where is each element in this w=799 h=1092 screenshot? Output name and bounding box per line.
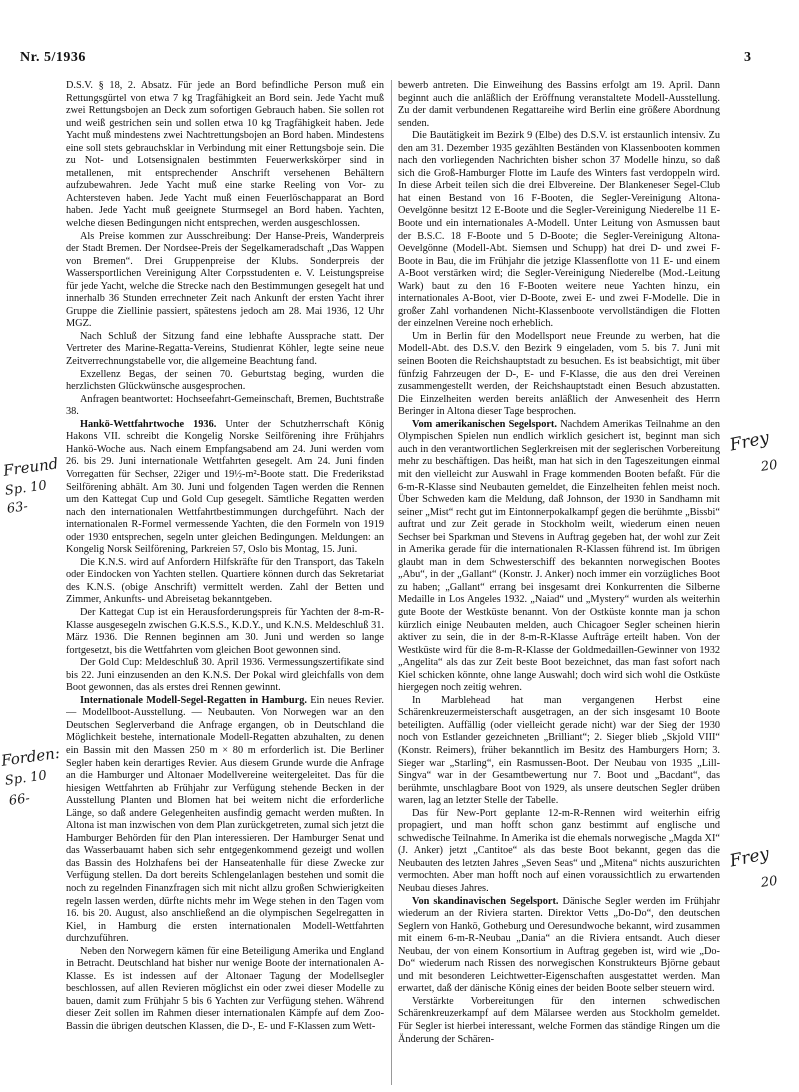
- paragraph-text: Der Gold Cup: Meldeschluß 30. April 1936. Vermessungszertifikate sind bis 22. Juni einzusenden an den K.N.S. Der Pokal wird gleichfalls von dem Boot gewonnen, das als erstes drei Rennen gewinnt.: [66, 657, 384, 694]
- paragraph: [66, 657, 384, 695]
- paragraph-text: Um in Berlin für den Modellsport neue Freunde zu werben, hat die Modell-Abt. des D.S.V. den Bezirk 9 eingeladen, vom 5. bis 7. Juni mit seinen Booten die Reichshauptstadt zu besuchen. Es ist beabsichtigt, mit über fünfzig Fahrzeugen der D-, E- und F-Klasse, die aus den drei Vereinen zusammengestellt werden, der Reichshauptstadt einen Besuch abzustatten. Die Einzelheiten werden bereits anläßlich der Anwesenheit des Herrn Beringer in Altona dieser Tage besprochen.: [398, 330, 720, 418]
- paragraph-text: Das für New-Port geplante 12-m-R-Rennen wird weiterhin eifrig propagiert, und man hofft schon ganz bestimmt auf englische und schwedische Teilnahme. In Amerika ist die ehemals norwegische „Magda XI“ (J. Anker) jetzt „Cantitoe“ als das beste Boot bekannt, gegen das die Neubauten des letzten Jahres „Seven Seas“ und „Mitena“ nichts auszurichten vermochten. Aber man hofft noch auf einen voraussichtlich zu erwartenden Neubau dieses Jahres.: [398, 807, 720, 894]
- paragraph-text: Neben den Norwegern kämen für eine Beteiligung Amerika und England in Betracht. Deutschland hat bisher nur wenige Boote der internationalen A-Klasse. Es ist indessen auf der Altonaer Tagung der Modellsegler beschlossen, auf allen Revieren möglichst ein oder zwei dieser Modelle zu bauen, damit zum Frühjahr 5 bis 6 Yachten zur Verfügung stehen. Während dieser Zeit sollen im Rahmen dieser internationalen Kämpfe auf dem Zoo-Bassin die übrigen deutschen Klassen, die D-, E- und F-Klassen zum Wett-: [66, 945, 384, 1033]
- paragraph: [398, 808, 720, 896]
- handwritten-note-left-top-3: 63-: [6, 499, 29, 517]
- paragraph-text: D.S.V. § 18, 2. Absatz. Für jede an Bord befindliche Person muß ein Rettungsgürtel von etwa 7 kg Tragfähigkeit an Bord sein. Jede Yacht muß zwei Rettungsbojen an Deck zum sofortigen Gebrauch haben. Sie sollen rot und weiß gestrichen sein und sollen etwa 10 kg Tragfähigkeit haben. Jede Yacht muß mindestens zwei Nachtrettungsbojen an Bord haben. Mindestens eine soll stets gebrauchsklar in Verbindung mit einer Rettungsboje sein. Die zu Not- und Lotsensignalen bestimmten Feuerwerkskörper sind in metallenen, mit entsprechender Anschrift versehenen Behältern aufzubewahren. Jede Yacht muß eine starke Reeling von Vor- zu Achtersteven haben. Jede Yacht muß einen Feuerlöschapparat an Bord haben. Jede Yacht muß geeignete Sturmsegel an Bord haben. Yachten, welche diesen Bedingungen nicht entsprechen, werden ausgeschlossen.: [66, 80, 384, 230]
- handwritten-note-left-top-2: Sp. 10: [4, 478, 48, 499]
- paragraph: [66, 419, 384, 557]
- paragraph: [398, 130, 720, 331]
- paragraph: [398, 80, 720, 130]
- paragraph: [66, 369, 384, 394]
- paragraph: [66, 80, 384, 231]
- page-header: [0, 50, 799, 70]
- handwritten-note-right-2-number: 20: [760, 873, 779, 891]
- paragraph-text: Die K.N.S. wird auf Anfordern Hilfskräfte für den Transport, das Takeln oder Eindocken von Yachten stellen. Quartiere können durch das Sekretariat des K.N.S. (obige Anschrift) vermittelt werden. Zahl der Betten und Zimmer, Ankunfts- und Abreisetag bekanntgeben.: [66, 556, 384, 606]
- paragraph-text: Exzellenz Begas, der seinen 70. Geburtstag beging, wurden die herzlichsten Glückwünsche ausgesprochen.: [66, 368, 384, 393]
- paragraph: [398, 996, 720, 1046]
- paragraph: [398, 331, 720, 419]
- page-number: 3: [744, 50, 751, 65]
- section-heading: Hankö-Wettfahrtwoche 1936.: [80, 418, 217, 430]
- paragraph: [66, 607, 384, 657]
- handwritten-note-right-2-name: Frey: [728, 843, 771, 872]
- handwritten-note-right-1-number: 20: [760, 457, 779, 475]
- handwritten-note-left-bottom-3: 66-: [8, 791, 31, 809]
- section-heading: Von skandinavischen Segelsport.: [412, 895, 559, 907]
- paragraph-text: Dänische Segler werden im Frühjahr wiederum an der Riviera starten. Direktor Vetts „Do-Do“, den deutschen Seglern von Hankö, Gotheburg und Oeresundwoche bekannt, wird zusammen mit einem 6-m-R-Neubau „Dania“ an die Riviera entsandt. Auch dieser Neubau, der von einem Konsortium in Auftrag gegeben ist, wird wie „Do-Do“ wiederum nach Rissen des norwegischen Konstrukteurs Björne gebaut und mit besonderen Leichtwetter-Eigenschaften ausgestattet werden. Man erwartet, daß der dänische König eines der beiden Boote selber steuern wird.: [398, 895, 720, 995]
- paragraph: [66, 695, 384, 946]
- paragraph-text: In Marblehead hat man vergangenen Herbst eine Schärenkreuzermeisterschaft ausgetragen, an der sich insgesamt 10 Boote beteiligten. Auffällig (oder vielleicht gerade nicht) war der Sieg der 1930 noch von Estlander gezeichneten „Brilliant“; 2. Sieger blieb „Skjold VIII“ (Konstr. Reimers), früher bekanntlich im Besitz des Hamburgers Horn; 3. Sieger war „Starling“, ein Rasmussen-Boot. Der Neubau von 1935 „Lill-Singva“ war in der Gesamtbewertung nur 7. Boot und „Bacdant“, das berühmte, unschlagbare Boot von 1929, als unsere deutschen Segler drüben waren, lag an letzter Stelle der Tabelle.: [398, 694, 720, 807]
- handwritten-note-left-bottom-1: Forden:: [0, 743, 61, 770]
- paragraph: [398, 896, 720, 996]
- paragraph-text: Nachdem Amerikas Teilnahme an den Olympischen Spielen nun endlich wirklich gesichert ist, beginnt man sich auch in den verantwortlichen Seglerkreisen mit der seglerischen Vorbereitung mehr zu beschäftigen. Das heißt, man hat sich in den Tageszeitungen einmal mit den vielleicht zur Auswahl in Frage kommenden Booten befaßt. Für die 6-m-R-Klasse sind Neubauten gemeldet, die Einzelheiten fehlen meist noch. Über Schweden kam die Meldung, daß Johnson, der 1930 in Sandhamn mit seiner „Mist“ recht gut im Eintonnerpokalkampf gegen die berühmte „Bissbi“ auftrat und zur Zeit gerade in Stockholm weilt, wiederum einen neuen Sechser bei Sparkman und Stevens in Auftrag gegeben hat, der wohl zur Zeit in Amerika gerade für die internationalen R-Klassen führend ist. Im übrigen glaubt man in dem Schwesterschiff des bekannten norwegischen Bootes „Abu“, in der „Gallant“ (Konstr. J. Anker) noch immer ein vorzügliches Boot zu haben; „Gallant“ errang bei insgesamt drei Konkurrenten die Silberne Medaille in Los Angeles 1932. „Naiad“ und „Mystery“ wurden als weiterhin gute Boote der Westküste benannt. Von der Ostküste konnte man ja schon kürzlich einige Neubauten melden, auch Chicagoer Segler scheinen hierin aktiver zu sein, die in der 8-m-R-Klasse Aufträge erteilt haben. Von der Westküste wird für die 8-m-R-Klasse der Goldmedaillen-Gewinner von 1932 „Angelita“ als das zur Zeit beste Boot bezeichnet, das man fast sofort nach Kiel schicken könnte, ohne lange Auswahl; doch wird sich wohl die Ostküste hiergegen noch zeitig wehren.: [398, 418, 720, 694]
- paragraph: [398, 695, 720, 808]
- left-column: [66, 80, 384, 1090]
- paragraph: [66, 394, 384, 419]
- paragraph-text: Anfragen beantwortet: Hochseefahrt-Gemeinschaft, Bremen, Buchtstraße 38.: [66, 393, 384, 418]
- section-heading: Vom amerikanischen Segelsport.: [412, 418, 557, 430]
- paragraph-text: Die Bautätigkeit im Bezirk 9 (Elbe) des D.S.V. ist erstaunlich intensiv. Zu den am 31. Dezember 1935 gezählten Beständen von Klassenbooten kommen nach den vorliegenden Nachrichten bisher schon 37 Modelle hinzu, so daß sich die Groß-Hamburger Flotte im Laufe des Winters fast verdoppeln wird. In diese Arbeit teilen sich die drei Elbvereine. Der Blankeneser Segel-Club hat einen Bestand von 16 F-Booten, die Segler-Vereinigung Altona-Oevelgönne besitzt 12 E-Boote und die Segler-Vereinigung Niederelbe 11 E-Boote und ein internationales A-Modell. Unter Leitung von Asmussen baut der B.S.C. 18 F-Boote und 5 D-Boote; die Segler-Vereinigung Altona-Oevelgönne (Modell-Abt. Siemsen und Schupp) hat drei D- und zwei F-Boote in Bau, die im Frühjahr die jetzige Klassenflotte von 11 E- und einem A-Boot verstärken wird; die Segler-Vereinigung Niederelbe (Mod.-Leitung Wark) baut zu den 16 F-Booten weitere neue Yachten hinzu, ein internationales A-Boot, vier D-Boote, zwei E- und zwei F-Modelle. Die in großer Zahl vorhandenen Nicht-Klassenboote vervollständigen die Flotten der einzelnen Vereine noch erheblich.: [398, 130, 720, 330]
- right-column: [398, 80, 720, 1090]
- paragraph-text: Unter der Schutzherrschaft König Hakons VII. schreibt die Kongelig Norske Seilförening ihre Frühjahrs Hankö-Woche aus. Nach einem Empfangsabend am 24. Juni werden vom 26. bis 29. Juni internationale Wettfahrten gesegelt. Am 24. Juni finden Vorregatten für Sechser, 22iger und 19½-m²-Boote statt. Die Frederikstad Seilförening abhält. Am 30. Juni und folgenden Tagen werden die Rennen um den Kattegat Cup und Gold Cup gesegelt. Sämtliche Regatten werden nach den internationalen Wettfahrtbestimmungen durchgeführt. Nach der internationalen R-Formel vermessende Yachten, die den Formeln von 1919 oder 1930 entsprechen, segeln unter gleichen Bedingungen. Meldungen: an Kongelig Norsk Seilförening, Parkreien 57, Oslo bis Montag, 15. Juni.: [66, 418, 384, 556]
- paragraph-text: Nach Schluß der Sitzung fand eine lebhafte Aussprache statt. Der Vertreter des Marine-Regatta-Vereins, Studienrat Köhler, legte seine neue Zeitverrechnungstabelle vor, die allgemeine Beachtung fand.: [66, 330, 384, 368]
- issue-number: Nr. 5/1936: [20, 50, 86, 65]
- paragraph-text: Als Preise kommen zur Ausschreibung: Der Hanse-Preis, Wanderpreis der Stadt Bremen. Der Nordsee-Preis der Segelkameradschaft „Das Wappen von Bremen“. Drei Gruppenpreise der Klubs. Sonderpreis der Wassersportlichen Vereinigung Alter Corpsstudenten e. V. Leistungspreise für jede Yacht, welche die Strecke nach den Bestimmungen gesegelt hat und innerhalb 36 Stunden errechneter Zeit nach Ankunft der ersten Yacht ihrer Gruppe die Ziellinie passiert, spätestens jedoch am 28. Mai 1936, 12 Uhr MGZ.: [66, 230, 384, 330]
- column-divider: [391, 80, 392, 1085]
- paragraph-text: bewerb antreten. Die Einweihung des Bassins erfolgt am 19. April. Dann beginnt auch die anläßlich der Eröffnung veranstaltete Modell-Ausstellung. Zu der damit verbundenen Regattareihe wird Berlin eine größere Abordnung senden.: [398, 80, 720, 129]
- paragraph: [66, 331, 384, 369]
- section-heading: Internationale Modell-Segel-Regatten in Hamburg.: [80, 694, 307, 706]
- paragraph: [66, 231, 384, 331]
- paragraph-text: Verstärkte Vorbereitungen für den internen schwedischen Schärenkreuzerkampf auf dem Mälarsee werden aus Stockholm gemeldet. Für Segler ist hierbei interessant, welche Formen das ständige Ringen um die Änderung der Schären-: [398, 995, 720, 1045]
- paragraph: [398, 419, 720, 695]
- paragraph-text: Ein neues Revier. — Modellboot-Ausstellung. — Neubauten. Von Norwegen war an den Deutschen Seglerverband die Anfrage ergangen, ob in Deutschland die Möglichkeit bestehe, internationale Modell-Regatten abzuhalten, zu denen ein Bassin mit den Massen 250 m × 80 m erforderlich ist. Die Berliner Segler haben kein derartiges Revier. Aus diesem Grunde wurde die Anfrage an die Hamburger und Altonaer Modellvereine weitergeleitet. Das für die hiesigen Wettfahrten ab Frühjahr zur Verfügung stehende Becken in der Ausstellung Planten und Blomen hat bei weitem nicht die erforderliche Länge, so daß andere Gelegenheiten ausfindig gemacht werden mußten. In Altona ist man inzwischen von dem Plan zurückgetreten, zumal sich jetzt die Hamburger Behörden für den Plan interessieren. Der Hamburger Senat und das Wasserbauamt haben sich sehr entgegenkommend gezeigt und wollen das Bassin des Holzhafens bei der Hanseatenhalle für diese Zwecke zur Verfügung stellen. Da dort bereits Schlengelanlagen bestehen und somit die noch zu regelnden Finanzfragen sich mit nicht allzu großen Schwierigkeiten regeln lassen werden, dürfte nichts mehr im Wege stehen in den Tagen vom 16. bis 20. August, also anschließend an die olympischen Segelregatten in Kiel, in Hamburg die ersten internationalen Modell-Wettfahrten durchzuführen.: [66, 694, 384, 945]
- paragraph: [66, 557, 384, 607]
- handwritten-note-left-bottom-2: Sp. 10: [4, 768, 48, 789]
- paragraph: [66, 946, 384, 1034]
- paragraph-text: Der Kattegat Cup ist ein Herausforderungspreis für Yachten der 8-m-R-Klasse ausgesegeln zwischen G.K.S.S., K.D.Y., und K.N.S. Meldeschluß 31. März 1936. Die Rennen beginnen am 30. Juni und werden so lange fortgesetzt, bis die Wettfahrten vom gleichen Boot gewonnen sind.: [66, 606, 384, 656]
- handwritten-note-right-1-name: Frey: [728, 427, 771, 456]
- handwritten-note-left-top-1: Freund: [2, 454, 60, 480]
